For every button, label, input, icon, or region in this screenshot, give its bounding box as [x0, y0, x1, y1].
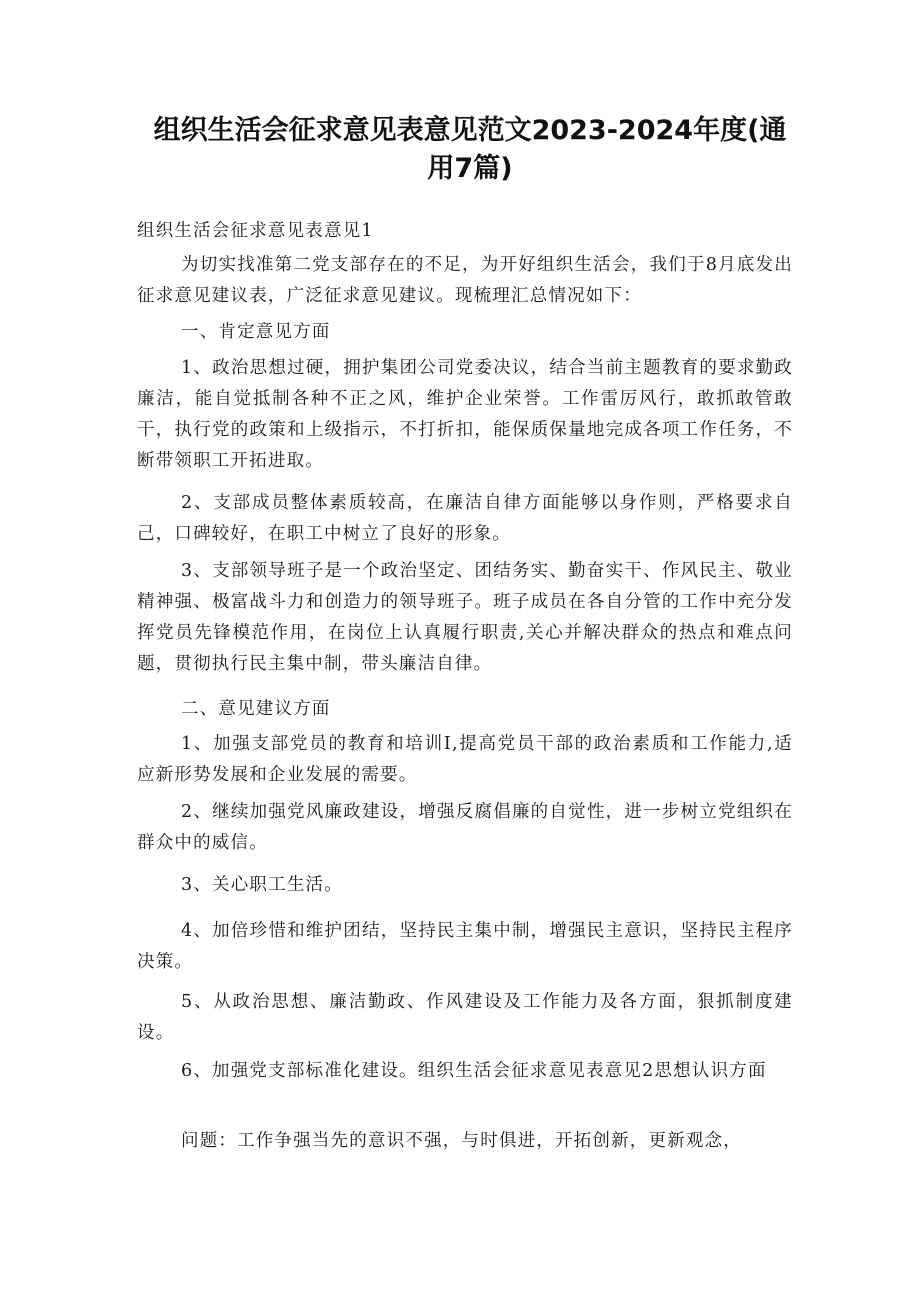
part2-item-4: 4、加倍珍惜和维护团结，坚持民主集中制，增强民主意识，坚持民主程序决策。 [137, 921, 793, 972]
issue-paragraph: 问题：工作争强当先的意识不强，与时俱进，开拓创新，更新观念， [181, 1131, 742, 1151]
part2-item-1: 1、加强支部党员的教育和培训I,提高党员干部的政治素质和工作能力,适应新形势发展和企业发展的需要。 [137, 734, 793, 785]
part2-item-3: 3、关心职工生活。 [181, 875, 343, 895]
part2-heading: 二、意见建议方面 [181, 699, 331, 719]
paragraph-intro: 为切实找准第二党支部存在的不足，为开好组织生活会，我们于8月底发出征求意见建议表，广泛征求意见建议。现梳理汇总情况如下： [137, 255, 793, 306]
part1-item-1: 1、政治思想过硬，拥护集团公司党委决议，结合当前主题教育的要求勤政廉洁，能自觉抵制各种不正之风，维护企业荣誉。工作雷厉风行，敢抓敢管敢干，执行党的政策和上级指示，不打折扣，能保质保量地完成各项工作任务，不断带领职工开拓进取。 [137, 358, 793, 471]
part1-heading: 一、肯定意见方面 [181, 322, 331, 342]
section-heading: 组织生活会征求意见表意见1 [137, 221, 374, 241]
part2-item-2: 2、继续加强党风廉政建设，增强反腐倡廉的自觉性，进一步树立党组织在群众中的威信。 [137, 802, 793, 853]
document-title: 组织生活会征求意见表意见范文2023-2024年度(通用7篇) [153, 115, 787, 184]
part2-item-5: 5、从政治思想、廉洁勤政、作风建设及工作能力及各方面，狠抓制度建设。 [137, 992, 793, 1043]
part1-item-3: 3、支部领导班子是一个政治坚定、团结务实、勤奋实干、作风民主、敬业精神强、极富战斗力和创造力的领导班子。班子成员在各自分管的工作中充分发挥党员先锋模范作用，在岗位上认真履行职责,关心并解决群众的热点和难点问题，贯彻执行民主集中制，带头廉洁自律。 [137, 561, 793, 674]
part1-item-2: 2、支部成员整体素质较高，在廉洁自律方面能够以身作则，严格要求自己，口碑较好，在职工中树立了良好的形象。 [137, 493, 793, 544]
part2-item-6: 6、加强党支部标准化建设。组织生活会征求意见表意见2思想认识方面 [181, 1061, 767, 1081]
